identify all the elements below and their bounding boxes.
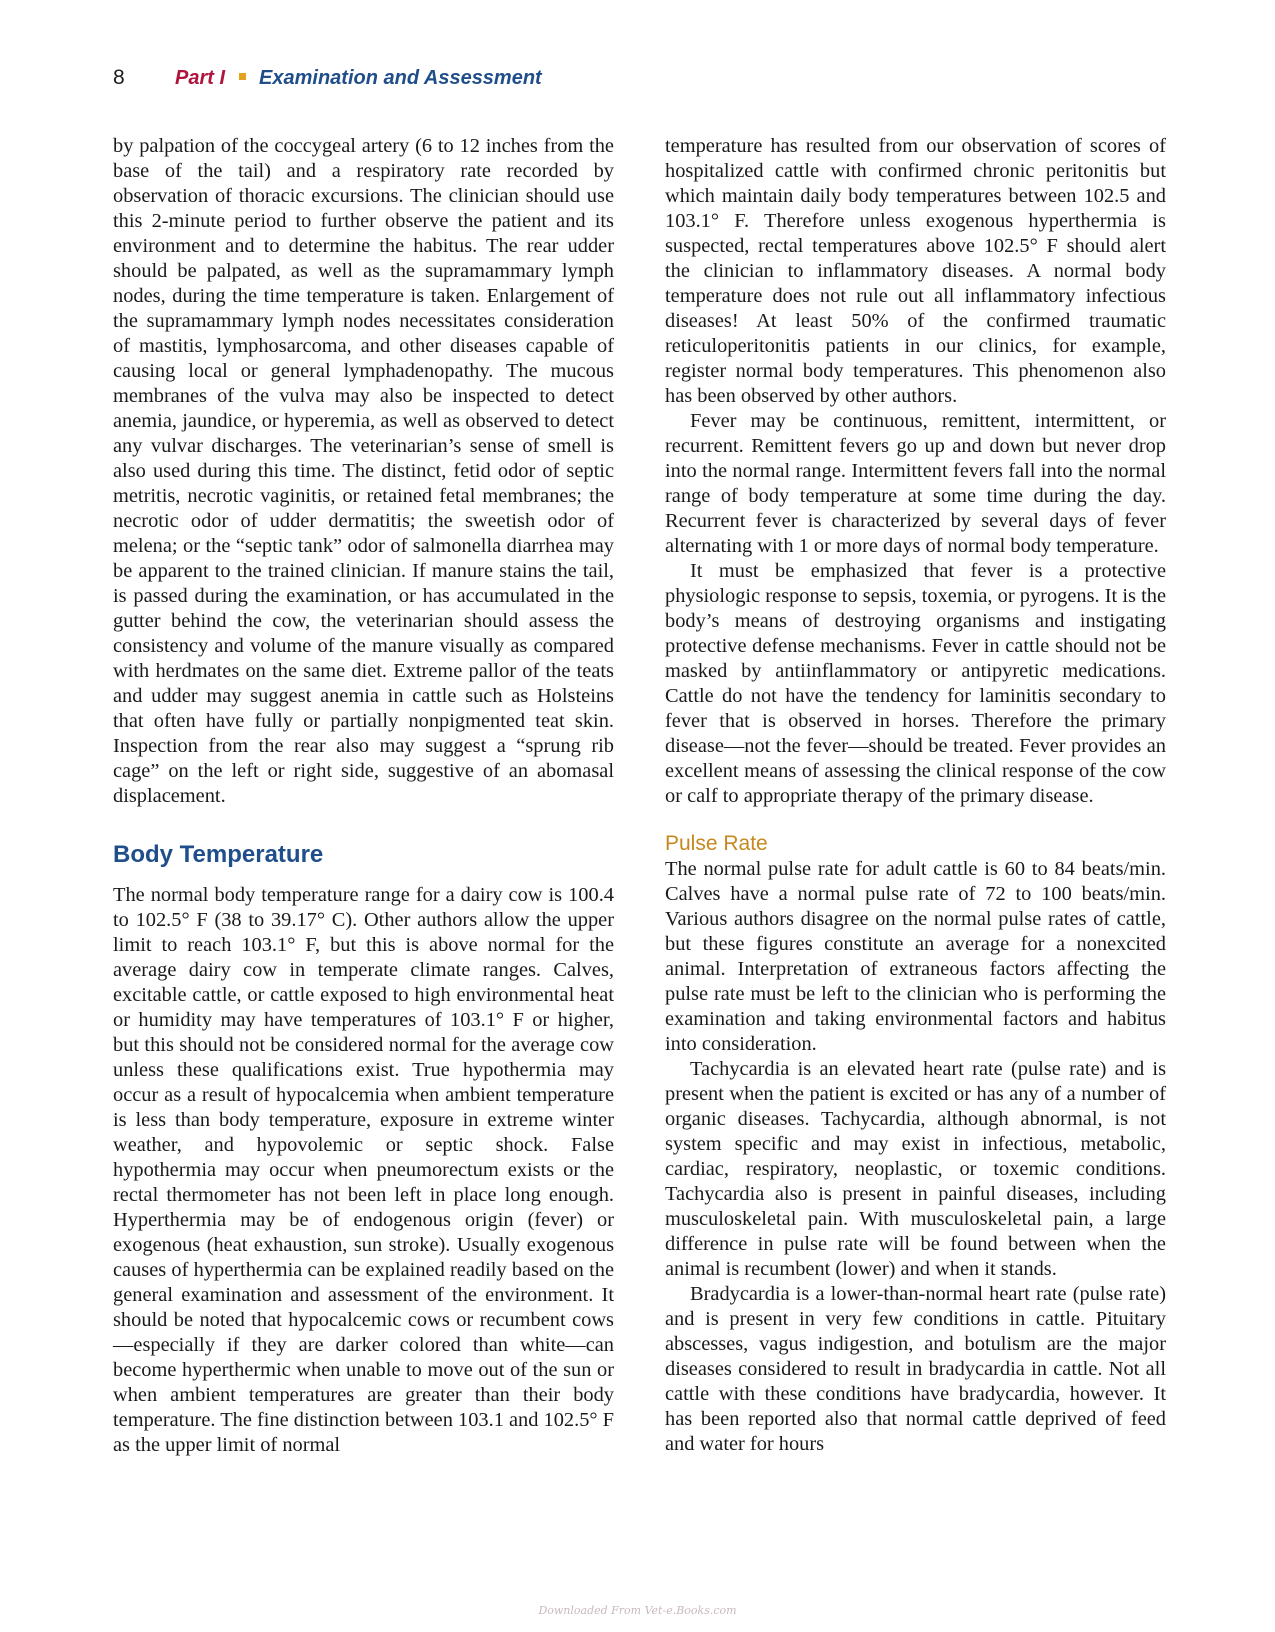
paragraph: The normal pulse rate for adult cattle is 60 to 84 beats/min. Calves have a normal pulse rate of 72 to 100 beats/min. Various authors disagree on the normal pulse rates of cattle, but these figures constitute an average for a nonexcited animal. Interpretation of extraneous factors affecting the pulse rate must be left to the clinician who is performing the examination and taking environmental factors and habitus into consideration.	[665, 858, 1166, 1055]
right-column	[665, 134, 1166, 1457]
download-watermark: Downloaded From Vet-e.Books.com	[538, 1604, 737, 1617]
bullet-separator	[239, 73, 246, 80]
part-label: Part I	[175, 67, 226, 89]
paragraph: by palpation of the coccygeal artery (6 to 12 inches from the base of the tail) and a respiratory rate recorded by observation of thoracic excursions. The clinician should use this 2-minute period to further observe the patient and its environment and to determine the habitus. The rear udder should be palpated, as well as the supramammary lymph nodes, during the time temperature is taken. Enlargement of the supramammary lymph nodes necessitates consideration of mastitis, lymphosarcoma, and other diseases capable of causing local or general lymphadenopathy. The mucous membranes of the vulva may also be inspected to detect anemia, jaundice, or hyperemia, as well as observed to detect any vulvar discharges. The veterinarian’s sense of smell is also used during this time. The distinct, fetid odor of septic metritis, necrotic vaginitis, or retained fetal membranes; the necrotic odor of udder dermatitis; the sweetish odor of melena; or the “septic tank” odor of salmonella diarrhea may be apparent to the trained clinician. If manure stains the tail, is passed during the examination, or has accumulated in the gutter behind the cow, the veterinarian should assess the consistency and volume of the manure visually as compared with herdmates on the same diet. Extreme pallor of the teats and udder may suggest anemia in cattle such as Holsteins that often have fully or partially nonpigmented teat skin. Inspection from the rear also may suggest a “sprung rib cage” on the left or right side, suggestive of an abomasal displacement.	[113, 135, 614, 807]
paragraph: It must be emphasized that fever is a protective physiologic response to sepsis, toxemia, or pyrogens. It is the body’s means of destroying organisms and instigating protective defense mechanisms. Fever in cattle should not be masked by antiinflammatory or antipyretic medications. Cattle do not have the tendency for laminitis secondary to fever that is observed in horses. Therefore the primary disease—not the fever—should be treated. Fever provides an excellent means of assessing the clinical response of the cow or calf to appropriate therapy of the primary disease.	[665, 560, 1166, 807]
section-heading-pulse-rate: Pulse Rate	[665, 832, 768, 855]
paragraph: Tachycardia is an elevated heart rate (pulse rate) and is present when the patient is excited or has any of a number of organic diseases. Tachycardia, although abnormal, is not system specific and may exist in infectious, metabolic, cardiac, respiratory, neoplastic, or toxemic conditions. Tachycardia also is present in painful diseases, including musculoskeletal pain. With musculoskeletal pain, a large difference in pulse rate will be found between when the animal is recumbent (lower) and when it stands.	[665, 1058, 1166, 1280]
page-number: 8	[113, 66, 125, 89]
section-heading-body-temperature: Body Temperature	[113, 841, 324, 868]
running-head	[113, 66, 542, 96]
chapter-title: Examination and Assessment	[259, 67, 542, 89]
left-column	[113, 134, 614, 1458]
paragraph: temperature has resulted from our observation of scores of hospitalized cattle with confirmed chronic peritonitis but which maintain daily body temperatures between 102.5 and 103.1° F. Therefore unless exogenous hyperthermia is suspected, rectal temperatures above 102.5° F should alert the clinician to inflammatory diseases. A normal body temperature does not rule out all inflammatory infectious diseases! At least 50% of the confirmed traumatic reticuloperitonitis patients in our clinics, for example, register normal body temperatures. This phenomenon also has been observed by other authors.	[665, 135, 1166, 407]
paragraph: Fever may be continuous, remittent, intermittent, or recurrent. Remittent fevers go up and down but never drop into the normal range. Intermittent fevers fall into the normal range of body temperature at some time during the day. Recurrent fever is characterized by several days of fever alternating with 1 or more days of normal body temperature.	[665, 410, 1166, 557]
paragraph: Bradycardia is a lower-than-normal heart rate (pulse rate) and is present in very few conditions in cattle. Pituitary abscesses, vagus indigestion, and botulism are the major diseases considered to result in bradycardia in cattle. Not all cattle with these conditions have bradycardia, however. It has been reported also that normal cattle deprived of feed and water for hours	[665, 1283, 1166, 1455]
paragraph: The normal body temperature range for a dairy cow is 100.4 to 102.5° F (38 to 39.17° C). Other authors allow the upper limit to reach 103.1° F, but this is above normal for the average dairy cow in temperate climate ranges. Calves, excitable cattle, or cattle exposed to high environmental heat or humidity may have temperatures of 103.1° F or higher, but this should not be considered normal for the average cow unless these qualifications exist. True hypothermia may occur as a result of hypocalcemia when ambient temperature is less than body temperature, exposure in extreme winter weather, and hypovolemic or septic shock. False hypothermia may occur when pneumorectum exists or the rectal thermometer has not been left in place long enough. Hyperthermia may be of endogenous origin (fever) or exogenous (heat exhaustion, sun stroke). Usually exogenous causes of hyperthermia can be explained readily based on the general examination and assessment of the environment. It should be noted that hypocalcemic cows or recumbent cows—especially if they are darker colored than white—can become hyperthermic when unable to move out of the sun or when ambient temperatures are greater than their body temperature. The fine distinction between 103.1 and 102.5° F as the upper limit of normal	[113, 884, 614, 1456]
